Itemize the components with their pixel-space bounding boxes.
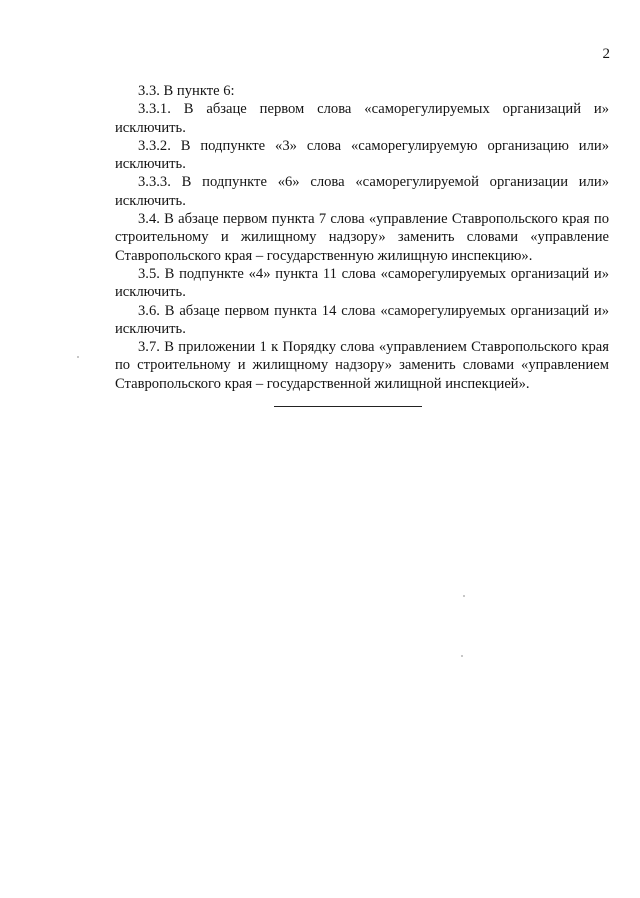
page-number: 2 <box>602 46 610 62</box>
paragraph-3-3-3: 3.3.3. В подпункте «6» слова «саморегулируемой организации или» исключить. <box>115 174 609 209</box>
scan-speck <box>463 595 465 597</box>
scan-speck <box>461 655 463 657</box>
paragraph-3-3-1: 3.3.1. В абзаце первом слова «саморегулируемых организаций и» исключить. <box>115 101 609 136</box>
paragraph-3-4: 3.4. В абзаце первом пункта 7 слова «управление Ставропольского края по строительному и жилищному надзору» заменить словами «управление Ставропольского края – государственную жилищную инспекцию». <box>115 211 609 264</box>
paragraph-3-6: 3.6. В абзаце первом пункта 14 слова «саморегулируемых организаций и» исключить. <box>115 302 609 337</box>
document-body <box>115 82 609 393</box>
scan-speck <box>77 356 79 358</box>
paragraph-3-7: 3.7. В приложении 1 к Порядку слова «управлением Ставропольского края по строительному и жилищному надзору» заменить словами «управлением Ставропольского края – государственной жилищной инспекцией». <box>115 339 609 392</box>
paragraph-3-5: 3.5. В подпункте «4» пункта 11 слова «саморегулируемых организаций и» исключить. <box>115 265 609 301</box>
end-divider-line <box>274 406 422 407</box>
paragraph-3-3: 3.3. В пункте 6: <box>138 83 235 99</box>
paragraph-3-3-2: 3.3.2. В подпункте «3» слова «саморегулируемую организацию или» исключить. <box>115 137 609 173</box>
